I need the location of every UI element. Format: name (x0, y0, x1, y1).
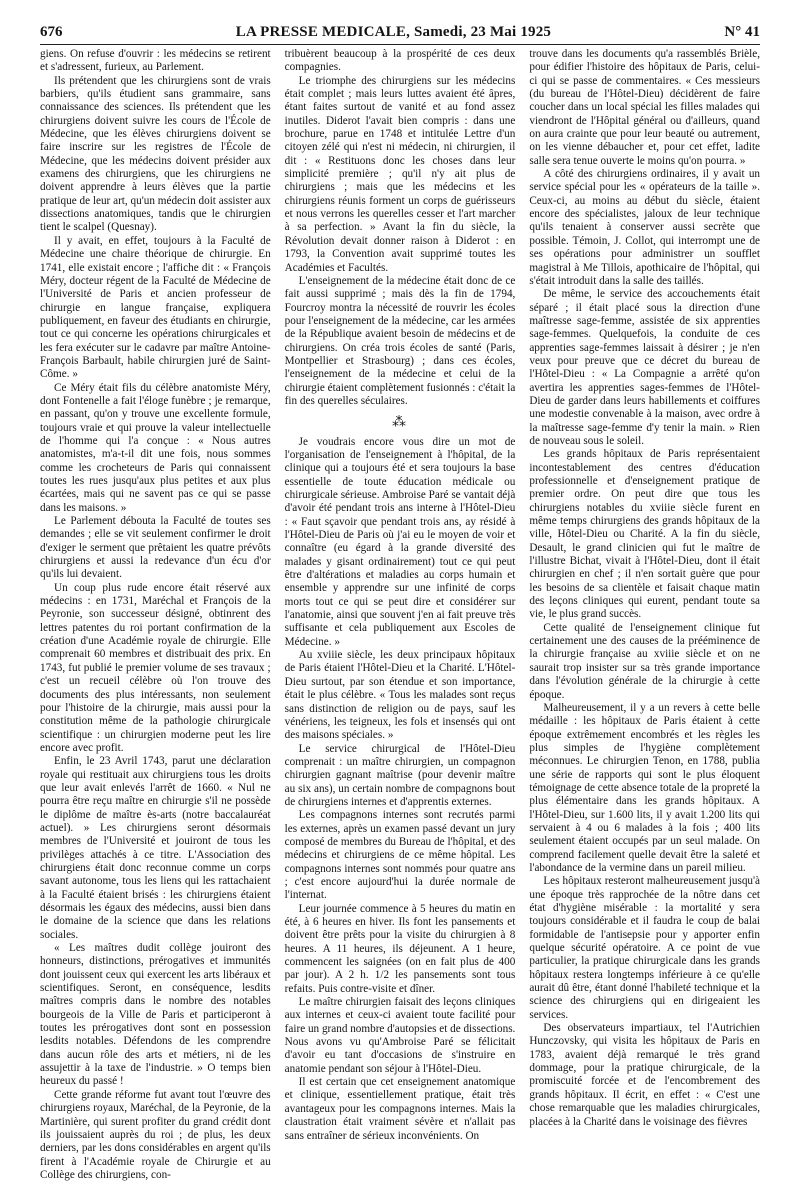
paragraph: Leur journée commence à 5 heures du matin en été, à 6 heures en hiver. Ils font les pansements et doivent être prêts pour la visite du chirurgien à 8 heures. A 11 heures, ils déjeunent. A 1 heure, commencent les saignées (on en fait plus de 400 par jour). A 2 h. 1/2 les pansements sont tous refaits. Puis contre-visite et dîner. (284, 902, 516, 995)
page-number: 676 (40, 24, 63, 40)
header-rule (40, 44, 760, 45)
paragraph: Cette grande réforme fut avant tout l'œuvre des chirurgiens royaux, Maréchal, de la Peyronie, de la Martinière, qui surent profiter du grand crédit dont ils jouissaient auprès du roi ; de plus, les deux derniers, par les dons considérables en argent qu'ils firent à l'Académie royale de Chirurgie et au Collège des chirurgiens, con- (40, 1088, 271, 1181)
section-separator: ⁂ (392, 415, 408, 431)
paragraph: Le maître chirurgien faisait des leçons cliniques aux internes et ceux-ci avaient toute facilité pour faire un grand nombre d'autopsies et de dissections. Nous avons vu qu'Ambroise Paré se félicitait d'avoir eu tant d'occasions de s'instruire en anatomie pendant son séjour à l'Hôtel-Dieu. (284, 996, 516, 1075)
paragraph: Ce Méry était fils du célèbre anatomiste Méry, dont Fontenelle a fait l'éloge funèbre ; je remarque, en passant, qu'on y trouve une excellente formule, toujours vraie et qui prouve la valeur intellectuelle de l'homme qui l'a conçue : « Nous autres anatomistes, m'a-t-il dit une fois, nous sommes comme les crocheteurs de Paris qui connaissent toutes les rues jusqu'aux plus petites et aux plus écartées, mais qui ne savent pas ce qui se passe dans les maisons. » (40, 381, 271, 514)
paragraph: « Les maîtres dudit collège jouiront des honneurs, distinctions, prérogatives et immunités dont jouissent ceux qui exercent les arts libéraux et scientifiques. Seront, en conséquence, lesdits maîtres compris dans le nombre des notables bourgeois de la Ville de Paris et participeront à toutes les prérogatives dont sont en possession lesdits notables. Défendons de les comprendre dans aucun rôle des arts et métiers, ni de les assujettir à la taxe de l'industrie. » O temps bien heureux du passé ! (40, 942, 271, 1088)
paragraph: Un coup plus rude encore était réservé aux médecins : en 1731, Maréchal et François de la Peyronie, son successeur désigné, obtinrent des lettres patentes du roi portant confirmation de la création d'une Académie royale de chirurgie. Elle comprenait 60 membres et distribuait des prix. En 1743, fut publié le premier volume de ses travaux ; c'est un recueil célèbre où l'on trouve des documents des plus intéressants, non seulement pour l'histoire de la chirurgie, mais aussi pour la constitution même de la pathologie chirurgicale scientifique : un chirurgien moderne peut les lire encore avec profit. (40, 581, 271, 754)
paragraph: Le triomphe des chirurgiens sur les médecins était complet ; mais leurs luttes avaient été âpres, étant faites surtout de vanité et au fond assez inutiles. Diderot l'avait bien compris : dans une brochure, parue en 1748 et intitulée Lettre d'un citoyen zélé qui n'est ni médecin, ni chirurgien, il dit : « Restituons donc les choses dans leur simplicité première ; qu'il n'y ait plus de chirurgiens ; mais que les médecins et les chirurgiens réunis forment un corps de guérisseurs et nous verrons les querelles cesser et l'art marcher à sa perfection. » Avant la fin du siècle, la Révolution devait donner raison à Diderot : en 1793, la Convention avait supprimé toutes les Académies et Facultés. (284, 74, 516, 274)
paragraph: A côté des chirurgiens ordinaires, il y avait un service spécial pour les « opérateurs de la taille ». Ceux-ci, au moins au début du siècle, étaient encore des spécialistes, jaloux de leur technique qu'ils tenaient à conserver aussi secrète que possible. Témoin, J. Collot, qui interrompt une de ses opérations pour administrer un soufflet magistral à Me Tillois, apothicaire de l'hôpital, qui s'était introduit dans la salle des taillés. (529, 168, 761, 287)
column-right (529, 48, 761, 1128)
paragraph: Cette qualité de l'enseignement clinique fut certainement une des causes de la prééminence de la chirurgie française au xviiie siècle et on ne saurait trop insister sur sa très grande importance dans l'évolution générale de la chirurgie à cette époque. (529, 621, 761, 701)
article-columns (40, 48, 761, 1181)
issue-number: N° 41 (724, 24, 760, 40)
paragraph: giens. On refuse d'ouvrir : les médecins se retirent et s'adressent, furieux, au Parlement. (40, 48, 271, 74)
paragraph: Ils prétendent que les chirurgiens sont de vrais barbiers, qu'ils étudient sans grammaire, sans connaissance des sciences. Ils prétendent que les chirurgiens doivent suivre les cours de l'École de Médecine, que les élèves chirurgiens doivent se faire inscrire sur les registres de l'École de Médecine, que les médecins doivent présider aux examens des chirurgiens, que les chirurgiens ne doivent apprendre à leurs élèves que la partie pratique de leur art, qu'un médecin doit assister aux dissections anatomiques, tandis que le chirurgien tient le scalpel (Quesnay). (40, 74, 271, 234)
publication-title: LA PRESSE MEDICALE, Samedi, 23 Mai 1925 (235, 24, 552, 40)
paragraph: Au xviiie siècle, les deux principaux hôpitaux de Paris étaient l'Hôtel-Dieu et la Charité. L'Hôtel-Dieu surtout, par son étendue et son importance, était le plus célèbre. « Tous les malades sont reçus sans distinction de religion ou de pays, sauf les vénériens, les teigneux, les fols et insensés qui ont des maisons spéciales. » (284, 649, 516, 742)
paragraph: Il est certain que cet enseignement anatomique et clinique, essentiellement pratique, était très avantageux pour les compagnons internes. Mais la claustration était vraiment sévère et n'allait pas sans entraîner de sérieux inconvénients. On (284, 1076, 516, 1142)
paragraph: tribuèrent beaucoup à la prospérité de ces deux compagnies. (284, 48, 516, 74)
column-middle (284, 48, 516, 1142)
paragraph: Le Parlement débouta la Faculté de toutes ses demandes ; elle se vit seulement confirmer le droit d'exiger le serment que prêtaient les quatre prévôts chirurgiens et aussi la redevance d'un écu d'or qu'ils lui devaient. (40, 515, 271, 581)
column-left (40, 48, 271, 1181)
paragraph: L'enseignement de la médecine était donc de ce fait aussi supprimé ; mais dès la fin de 1794, Fourcroy montra la nécessité de rouvrir les écoles pour l'enseignement de la médecine, car les armées de la République avaient besoin de médecins et de chirurgiens. On créa trois écoles de santé (Paris, Montpellier et Strasbourg) ; dans ces écoles, l'enseignement de la médecine et celui de la chirurgie étaient complètement fusionnés : c'était la fin des querelles séculaires. (284, 274, 516, 407)
paragraph: Enfin, le 23 Avril 1743, parut une déclaration royale qui restituait aux chirurgiens tous les droits que leur avait enlevés l'arrêt de 1660. « Nul ne pourra être reçu maître en chirurgie s'il ne possède le diplôme de maître ès-arts (notre baccalauréat actuel). » Les chirurgiens seront désormais membres de l'Université et jouiront de tous les privilèges attachés à ce titre. L'Association des chirurgiens était donc reconnue comme un corps savant autonome, tous les liens qui les rattachaient à la Faculté étaient brisés : les chirurgiens étaient désormais les égaux des médecins, aussi bien dans le domaine de la science que dans les relations sociales. (40, 755, 271, 941)
page-header (40, 24, 760, 46)
paragraph: Il y avait, en effet, toujours à la Faculté de Médecine une chaire théorique de chirurgie. En 1741, elle existait encore ; l'affiche dit : « François Méry, docteur régent de la Faculté de Médecine de l'Université de Paris et ancien professeur de chirurgie en langue française, expliquera publiquement, en faveur des étudiants en chirurgie, tout ce qui concerne les opérations chirurgicales et les fera exécuter sur le cadavre par maître Antoine-François Barbault, habile chirurgien juré de Saint-Côme. » (40, 234, 271, 381)
paragraph: De même, le service des accouchements était séparé ; il était placé sous la direction d'une maîtresse sage-femme, assistée de six apprenties sage-femmes. Quelquefois, la conduite de ces apprenties sage-femmes laissait à désirer ; je n'en veux pour preuve que ce décret du bureau de l'Hôtel-Dieu : « La Compagnie a arrêté qu'on avertira les apprenties sages-femmes de l'Hôtel-Dieu de garder dans leurs habillements et coiffures une modestie convenable à la maison, avec ordre à la maîtresse sage-femme d'y tenir la main. » Rien de nouveau sous le soleil. (529, 288, 761, 447)
paragraph: Des observateurs impartiaux, tel l'Autrichien Hunczovsky, qui visita les hôpitaux de Paris en 1783, avaient déjà remarqué le très grand dommage, pour la pratique chirurgicale, de la promiscuité forcée et de l'encombrement des grands hôpitaux. Il écrit, en effet : « C'est une chose remarquable que les maladies chirurgicales, placées à la Charité dans le voisinage des fièvres (529, 1022, 761, 1128)
paragraph: Les hôpitaux resteront malheureusement jusqu'à une époque très rapprochée de la nôtre dans cet état d'hygiène misérable : la mortalité y sera toujours considérable et il faudra le coup de balai formidable de l'antisepsie pour y apporter enfin quelque sécurité opératoire. A ce point de vue particulier, la pratique chirurgicale dans les grands hôpitaux restera longtemps inférieure à ce qu'elle aurait dû être, étant donné l'habileté technique et la science des chirurgiens qui en dirigeaient les services. (529, 875, 761, 1021)
paragraph: Les grands hôpitaux de Paris représentaient incontestablement des centres d'éducation professionnelle et d'enseignement pratique de premier ordre. On peut dire que tous les chirurgiens notables du xviiie siècle furent en même temps chirurgiens des grands hôpitaux de la ville, Hôtel-Dieu ou Charité. A la fin du siècle, Desault, le grand clinicien qui fut le maître de l'illustre Bichat, vivait à l'Hôtel-Dieu, dont il était chirurgien en chef ; il n'en sortait guère que pour les besoins de sa clientèle et faisait chaque matin des leçons cliniques qui eurent, pendant toute sa vie, le plus grand succès. (529, 448, 761, 621)
paragraph: Je voudrais encore vous dire un mot de l'organisation de l'enseignement à l'hôpital, de la clinique qui a toujours été et sera toujours la base essentielle de toute éducation médicale ou chirurgicale sérieuse. Ambroise Paré se vantait déjà d'avoir été pendant trois ans interne à l'Hôtel-Dieu : « Faut sçavoir que pendant trois ans, ay résidé à l'Hôtel-Dieu de Paris où j'ai eu le moyen de voir et connaître (eu égard à la grande diversité des malades y gisant ordinairement) tout ce qui peut être d'altérations et maladies au corps humain et ensemble y apprendre sur une infinité de corps morts tout ce qui se peut dire et considérer sur l'anatomie, ainsi que souvent j'en ai fait preuve très suffisante et cela publiquement aux Escoles de Médecine. » (284, 435, 516, 648)
paragraph: Le service chirurgical de l'Hôtel-Dieu comprenait : un maître chirurgien, un compagnon chirurgien gagnant maîtrise (pour devenir maître au six ans), un certain nombre de compagnons bout de chirurgiens internes et d'apprentis externes. (284, 742, 516, 808)
paragraph: Les compagnons internes sont recrutés parmi les externes, après un examen passé devant un jury composé de membres du Bureau de l'hôpital, et des médecins et chirurgiens de ce même hôpital. Les compagnons internes sont nommés pour quatre ans ; c'est encore aujourd'hui la durée normale de l'internat. (284, 809, 516, 902)
paragraph: trouve dans les documents qu'a rassemblés Brièle, pour édifier l'histoire des hôpitaux de Paris, celui-ci qui se passe de commentaires. « Ces messieurs (du bureau de l'Hôtel-Dieu) décidèrent de faire coucher dans un local spécial les filles malades qui viendront de l'Hôpital général ou d'ailleurs, quand on aura crainte que pour leur beauté ou autrement, on les vienne débaucher et, pour cet effet, ladite salle sera tenue ouverte le moins qu'on pourra. » (529, 48, 761, 167)
paragraph: Malheureusement, il y a un revers à cette belle médaille : les hôpitaux de Paris étaient à cette époque extrêmement encombrés et les règles les plus simples de l'hygiène complètement méconnues. Le chirurgien Tenon, en 1788, publia une série de rapports qui sont le plus éloquent témoignage de cette absence totale de la propreté la plus élémentaire dans les grands hôpitaux. A l'Hôtel-Dieu, sur 1.600 lits, il y avait 1.200 lits qui servaient à 4 ou 6 malades à la fois ; 400 lits seulement étaient occupés par un seul malade. On comprend facilement quelle devait être la saleté et l'abondance de la vermine dans un pareil milieu. (529, 701, 761, 874)
